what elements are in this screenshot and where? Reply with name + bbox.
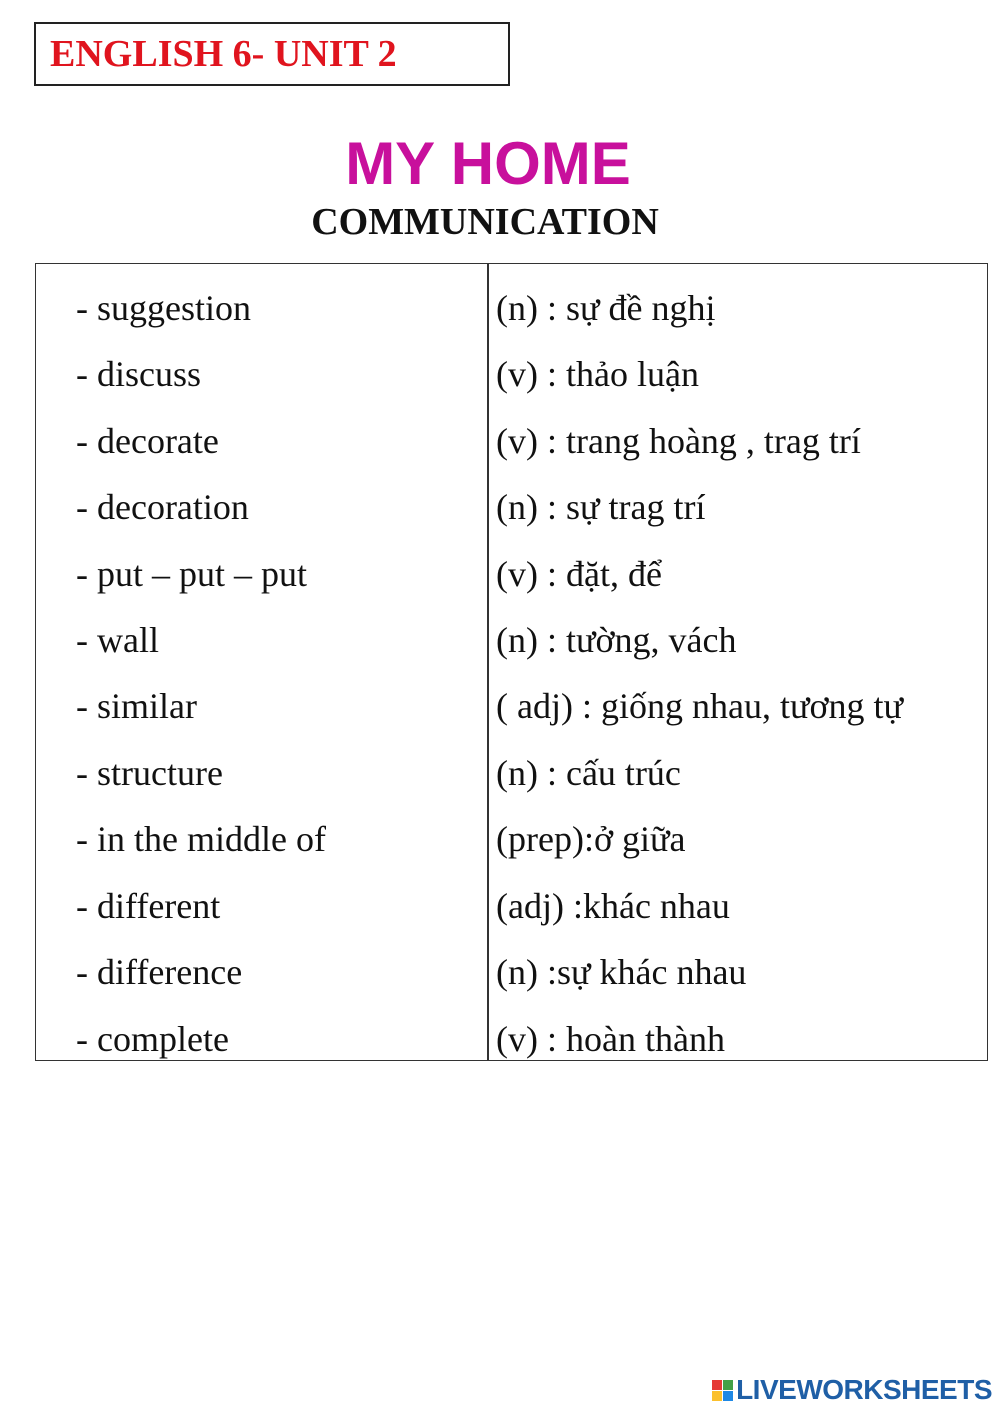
vocab-meaning: (adj) :khác nhau [496, 886, 730, 926]
vocab-meaning: (v) : trang hoàng , trag trí [496, 421, 861, 461]
vocab-word: - similar [76, 686, 197, 726]
vocab-row [36, 341, 987, 407]
vocab-word: - wall [76, 620, 159, 660]
vocab-row [36, 607, 987, 673]
vocab-row [36, 873, 987, 939]
vocab-meaning: ( adj) : giống nhau, tương tự [496, 686, 904, 726]
logo-text: LIVEWORKSHEETS [736, 1374, 992, 1405]
liveworksheets-logo-icon [712, 1380, 733, 1401]
logo-square [712, 1380, 722, 1390]
vocabulary-table [35, 263, 988, 1061]
vocab-meaning: (v) : đặt, để [496, 554, 662, 594]
vocab-meaning: (n) :sự khác nhau [496, 952, 747, 992]
vocab-meaning: (n) : sự đề nghị [496, 288, 716, 328]
vocab-row [36, 275, 987, 341]
vocab-meaning: (prep):ở giữa [496, 819, 686, 859]
page-title: MY HOME [345, 130, 631, 197]
vocab-meaning: (v) : thảo luận [496, 354, 699, 394]
vocab-word: - decorate [76, 421, 219, 461]
vocab-row [36, 474, 987, 540]
vocab-row [36, 408, 987, 474]
vocab-row [36, 939, 987, 1005]
vocab-word: - put – put – put [76, 554, 307, 594]
logo-square [723, 1391, 733, 1401]
vocab-word: - structure [76, 753, 223, 793]
vocab-row [36, 740, 987, 806]
vocab-row [36, 673, 987, 739]
vocab-word: - different [76, 886, 221, 926]
unit-header-box [34, 22, 510, 86]
vocab-meaning: (n) : cấu trúc [496, 753, 681, 793]
vocab-word: - difference [76, 952, 243, 992]
vocab-word: - discuss [76, 354, 201, 394]
vocab-word: - suggestion [76, 288, 251, 328]
vocab-row [36, 541, 987, 607]
vocab-word: - complete [76, 1019, 229, 1059]
vocab-meaning: (n) : tường, vách [496, 620, 737, 660]
vocab-row [36, 1006, 987, 1072]
vocab-word: - decoration [76, 487, 249, 527]
vocab-meaning: (v) : hoàn thành [496, 1019, 725, 1059]
unit-header-label: ENGLISH 6- UNIT 2 [50, 33, 397, 75]
logo-square [723, 1380, 733, 1390]
liveworksheets-logo[interactable] [712, 1374, 992, 1405]
vocab-row [36, 806, 987, 872]
logo-square [712, 1391, 722, 1401]
page-subtitle: COMMUNICATION [311, 201, 659, 243]
vocab-meaning: (n) : sự trag trí [496, 487, 706, 527]
vocab-word: - in the middle of [76, 819, 326, 859]
